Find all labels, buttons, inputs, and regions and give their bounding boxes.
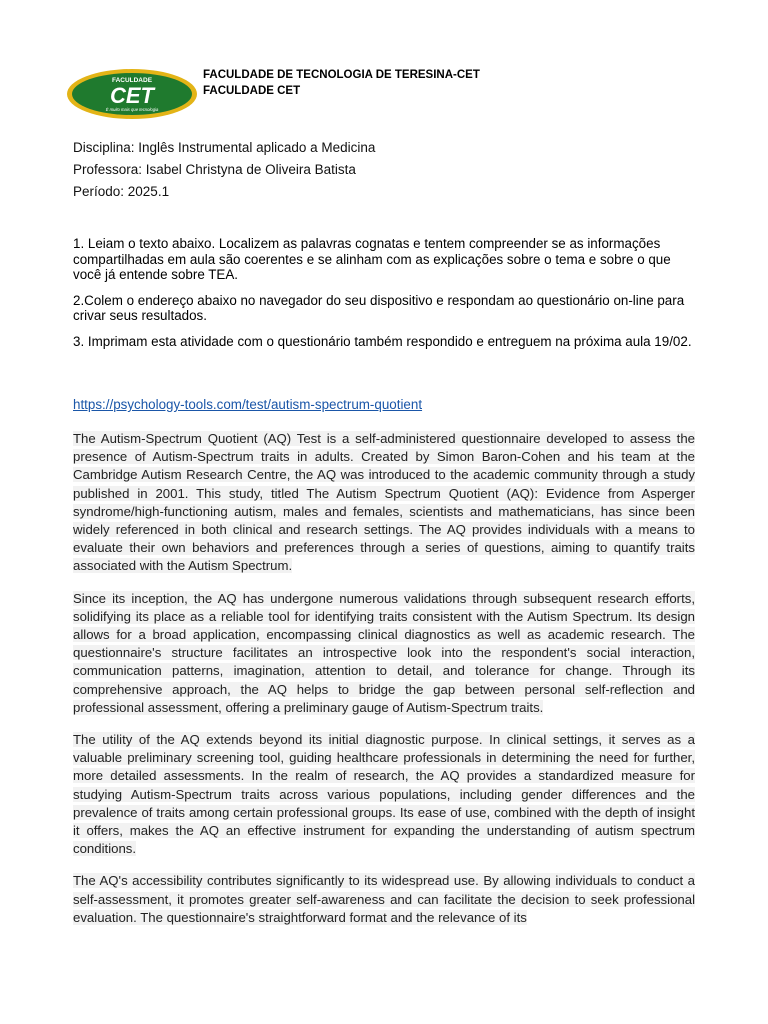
paragraph-text: The utility of the AQ extends beyond its initial diagnostic purpose. In clinical settings, it serves as a valuable preliminary screening tool, guiding healthcare professionals in determining the need for further, more detailed assessments. In the realm of research, the AQ provides a standardized measure for studying Autism-Spectrum traits across various populations, including gender differences and the prevalence of traits among certain professional groups. Its ease of use, combined with the depth of insight it offers, makes the AQ an effective instrument for expanding the understanding of autism spectrum conditions. bbox=[73, 732, 695, 857]
paragraph-text: Since its inception, the AQ has undergone numerous validations through subsequent research efforts, solidifying its place as a reliable tool for identifying traits consistent with the Autism Spectrum. Its design allows for a broad application, encompassing clinical diagnostics as well as academic research. The questionnaire's structure facilitates an introspective look into the respondent's social interaction, communication patterns, imagination, attention to detail, and tolerance for change. Through its comprehensive approach, the AQ helps to bridge the gap between personal self-reflection and professional assessment, offering a preliminary gauge of Autism-Spectrum traits. bbox=[73, 590, 695, 715]
course-teacher: Professora: Isabel Christyna de Oliveira Batista bbox=[73, 162, 356, 177]
instruction-item: 2.Colem o endereço abaixo no navegador do seu dispositivo e respondam ao questionário on-line para crivar seus resultados. bbox=[73, 292, 685, 323]
article-paragraph-1 bbox=[73, 430, 695, 576]
instruction-item: 3. Imprimam esta atividade com o questionário também respondido e entreguem na próxima aula 19/02. bbox=[73, 333, 692, 349]
article-paragraph-4 bbox=[73, 872, 695, 927]
instructions bbox=[73, 236, 698, 359]
instruction-item: 1. Leiam o texto abaixo. Localizem as palavras cognatas e tentem compreender se as informações compartilhadas em aula são coerentes e se alinham com as explicações sobre o tema e sobre o que você já entende sobre TEA. bbox=[73, 236, 671, 282]
article-paragraph-2 bbox=[73, 590, 695, 717]
article-paragraph-3 bbox=[73, 731, 695, 858]
cet-logo bbox=[66, 68, 198, 120]
course-subject: Disciplina: Inglês Instrumental aplicado a Medicina bbox=[73, 140, 376, 155]
institution-short-name: FACULDADE CET bbox=[203, 85, 301, 97]
questionnaire-link[interactable]: https://psychology-tools.com/test/autism-spectrum-quotient bbox=[73, 397, 423, 412]
logo-tagline: É muito mais que tecnologia bbox=[105, 107, 159, 112]
course-info bbox=[73, 137, 375, 203]
logo-text-top: FACULDADE bbox=[111, 77, 153, 84]
paragraph-text: The Autism-Spectrum Quotient (AQ) Test is a self-administered questionnaire developed to assess the presence of Autism-Spectrum traits in adults. Created by Simon Baron-Cohen and his team at the Cambridge Autism Research Centre, the AQ was introduced to the academic community through a study published in 2001. This study, titled The Autism Spectrum Quotient (AQ): Evidence from Asperger syndrome/high-functioning autism, males and females, scientists and mathematicians, has since been widely referenced in both clinical and research settings. The AQ provides individuals with a means to evaluate their own behaviors and preferences through a series of questions, aiming to quantify traits associated with the Autism Spectrum. bbox=[73, 431, 695, 574]
institution-header bbox=[203, 67, 480, 99]
article-body bbox=[73, 430, 695, 941]
paragraph-text: The AQ's accessibility contributes significantly to its widespread use. By allowing individuals to conduct a self-assessment, it promotes greater self-awareness and can facilitate the decision to seek professional evaluation. The questionnaire's straightforward format and the relevance of its bbox=[73, 873, 695, 925]
institution-name: FACULDADE DE TECNOLOGIA DE TERESINA-CET bbox=[203, 69, 480, 81]
course-period: Período: 2025.1 bbox=[73, 184, 170, 199]
logo-text-main: CET bbox=[110, 83, 154, 108]
